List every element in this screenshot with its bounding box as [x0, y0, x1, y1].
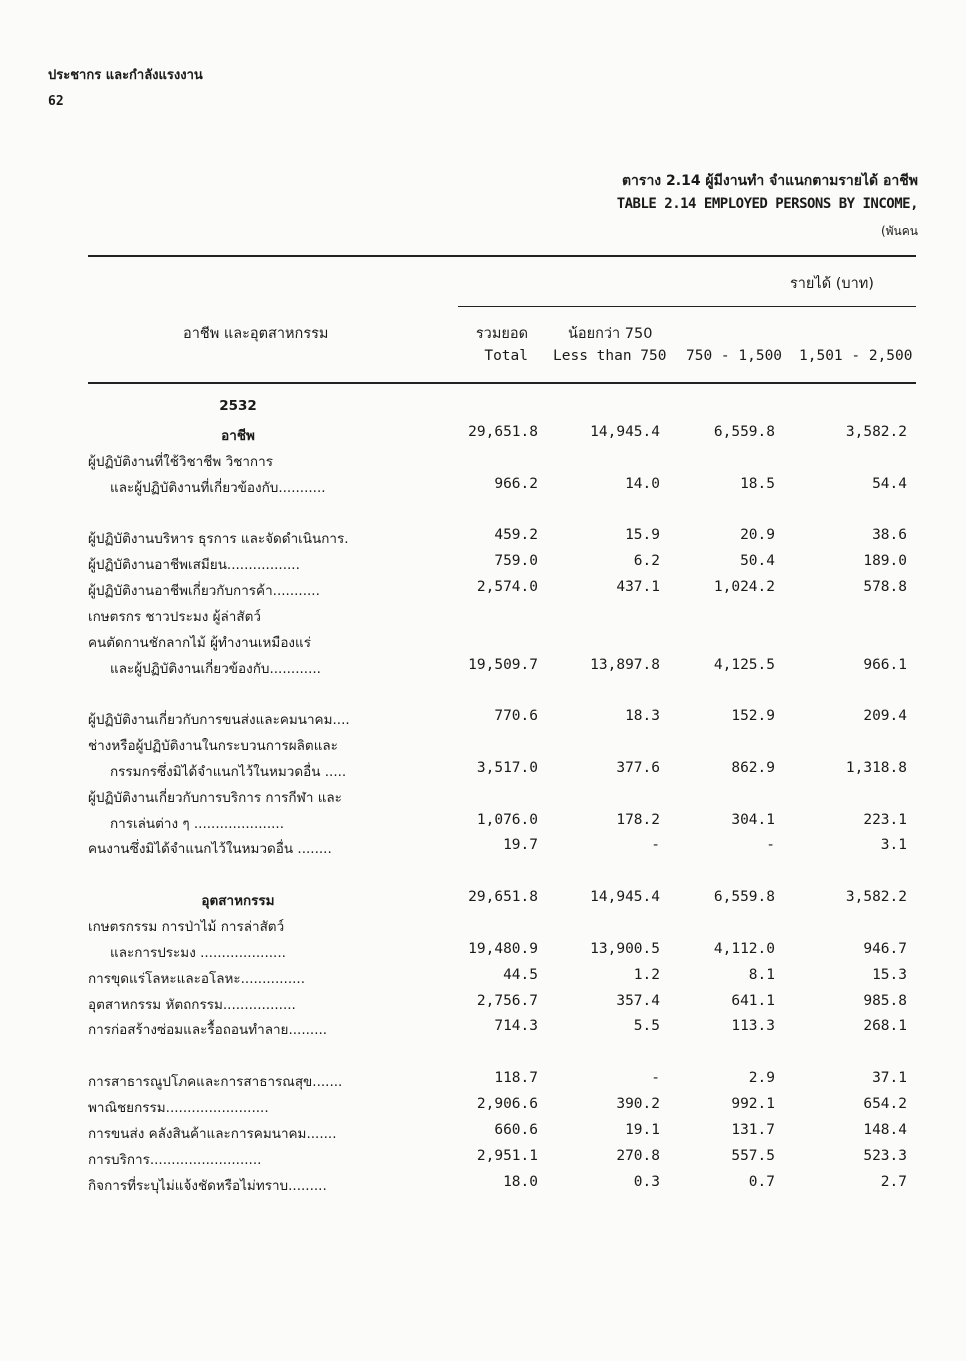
- cell-total: 1,076.0: [476, 811, 538, 828]
- cell-750-1500: 1,024.2: [713, 578, 775, 595]
- cell-total: 18.0: [503, 1173, 538, 1190]
- row-label: และการประมง ....................: [110, 944, 286, 961]
- row-label: กิจการที่ระบุไม่แจ้งชัดหรือไม่ทราบ.........: [88, 1177, 327, 1194]
- col-1501-2500-english: 1,501 - 2,500: [799, 348, 913, 364]
- cell-lt750: 18.3: [625, 708, 660, 725]
- income-header: รายได้ (บาท): [790, 276, 874, 292]
- cell-lt750: 377.6: [616, 759, 660, 776]
- row-label: เกษตรกร ชาวประมง ผู้ล่าสัตว์: [88, 608, 261, 625]
- row-label: ผู้ปฏิบัติงานบริหาร ธุรการ และจัดดำเนินการ.: [88, 531, 349, 548]
- cell-lt750: 6.2: [633, 553, 660, 570]
- table-row: [0, 863, 966, 889]
- cell-750-1500: 131.7: [731, 1121, 775, 1138]
- table-row: [0, 450, 966, 476]
- row-label: ผู้ปฏิบัติงานอาชีพเสมียน.................: [88, 557, 300, 574]
- cell-lt750: 5.5: [633, 1018, 660, 1035]
- table-row: [0, 1122, 966, 1148]
- row-label: พาณิชยกรรม........................: [88, 1099, 269, 1116]
- table-row: [0, 1070, 966, 1096]
- cell-total: 118.7: [494, 1070, 538, 1087]
- cell-750-1500: 641.1: [731, 992, 775, 1009]
- cell-total: 759.0: [494, 553, 538, 570]
- table-row: [0, 398, 966, 424]
- cell-1501-2500: 3,582.2: [845, 423, 907, 440]
- col-total-thai: รวมยอด: [475, 326, 528, 342]
- cell-lt750: -: [651, 837, 660, 854]
- row-label: การเล่นต่าง ๆ .....................: [110, 815, 285, 832]
- cell-total: 29,651.8: [468, 889, 538, 906]
- table-row: [0, 708, 966, 734]
- row-label: ผู้ปฏิบัติงานเกี่ยวกับการบริการ การกีฬา และ: [88, 789, 342, 806]
- row-label: อาชีพ: [221, 427, 255, 444]
- cell-750-1500: 152.9: [731, 708, 775, 725]
- cell-1501-2500: 966.1: [863, 656, 907, 673]
- cell-total: 19.7: [503, 837, 538, 854]
- row-label: การก่อสร้างซ่อมและรื้อถอนทำลาย.........: [88, 1022, 328, 1039]
- cell-total: 29,651.8: [468, 423, 538, 440]
- cell-750-1500: 2.9: [748, 1070, 775, 1087]
- table-top-rule: [88, 255, 916, 257]
- cell-1501-2500: 2.7: [880, 1173, 907, 1190]
- cell-1501-2500: 3,582.2: [845, 889, 907, 906]
- cell-1501-2500: 523.3: [863, 1147, 907, 1164]
- table-row: [0, 734, 966, 760]
- table-caption-thai: ตาราง 2.14 ผู้มีงานทำ จำแนกตามรายได้ อาชีพ: [621, 173, 918, 189]
- cell-total: 2,756.7: [476, 992, 538, 1009]
- cell-lt750: 178.2: [616, 811, 660, 828]
- row-label: ช่างหรือผู้ปฏิบัติงานในกระบวนการผลิตและ: [88, 738, 338, 755]
- cell-total: 44.5: [503, 966, 538, 983]
- cell-750-1500: 4,125.5: [713, 656, 775, 673]
- stub-header: อาชีพ และอุตสาหกรรม: [183, 326, 329, 342]
- cell-total: 770.6: [494, 708, 538, 725]
- table-row: [0, 501, 966, 527]
- col-750-1500-english: 750 - 1,500: [686, 348, 783, 364]
- cell-lt750: 15.9: [625, 527, 660, 544]
- cell-750-1500: 6,559.8: [713, 889, 775, 906]
- table-row: [0, 527, 966, 553]
- cell-1501-2500: 223.1: [863, 811, 907, 828]
- cell-total: 19,509.7: [468, 656, 538, 673]
- table-row: [0, 915, 966, 941]
- cell-1501-2500: 209.4: [863, 708, 907, 725]
- row-label: อุตสาหกรรม: [201, 893, 275, 910]
- row-label: การขนส่ง คลังสินค้าและการคมนาคม.......: [88, 1125, 337, 1142]
- table-row: [0, 1174, 966, 1200]
- row-label: การบริการ..........................: [88, 1151, 262, 1168]
- row-label: ผู้ปฏิบัติงานที่ใช้วิชาชีพ วิชาการ: [88, 453, 273, 470]
- cell-750-1500: 18.5: [740, 475, 775, 492]
- table-row: [0, 553, 966, 579]
- table-row: [0, 760, 966, 786]
- table-row: [0, 1148, 966, 1174]
- table-unit: (พันคน: [880, 224, 918, 238]
- table-row: [0, 889, 966, 915]
- cell-lt750: 357.4: [616, 992, 660, 1009]
- cell-total: 3,517.0: [476, 759, 538, 776]
- cell-total: 2,951.1: [476, 1147, 538, 1164]
- cell-lt750: 14,945.4: [590, 423, 660, 440]
- cell-1501-2500: 1,318.8: [845, 759, 907, 776]
- cell-lt750: 437.1: [616, 578, 660, 595]
- table-row: [0, 657, 966, 683]
- cell-lt750: 1.2: [633, 966, 660, 983]
- cell-lt750: -: [651, 1070, 660, 1087]
- row-label: คนงานซึ่งมิได้จำแนกไว้ในหมวดอื่น ........: [88, 841, 332, 858]
- cell-total: 19,480.9: [468, 940, 538, 957]
- table-row: [0, 812, 966, 838]
- table-row: [0, 993, 966, 1019]
- row-label: คนตัดกานชักลากไม้ ผู้ทำงานเหมืองแร่: [88, 634, 311, 651]
- cell-lt750: 14,945.4: [590, 889, 660, 906]
- table-row: [0, 1096, 966, 1122]
- table-row: [0, 941, 966, 967]
- table-header-rule: [88, 382, 916, 384]
- cell-1501-2500: 578.8: [863, 578, 907, 595]
- cell-total: 966.2: [494, 475, 538, 492]
- table-row: [0, 967, 966, 993]
- cell-1501-2500: 38.6: [872, 527, 907, 544]
- cell-total: 714.3: [494, 1018, 538, 1035]
- table-row: [0, 631, 966, 657]
- cell-750-1500: 304.1: [731, 811, 775, 828]
- row-label: การขุดแร่โลหะและอโลหะ...............: [88, 970, 306, 987]
- cell-lt750: 14.0: [625, 475, 660, 492]
- table-caption-english: TABLE 2.14 EMPLOYED PERSONS BY INCOME,: [616, 196, 918, 212]
- cell-750-1500: 8.1: [748, 966, 775, 983]
- cell-1501-2500: 54.4: [872, 475, 907, 492]
- cell-total: 2,906.6: [476, 1095, 538, 1112]
- cell-total: 2,574.0: [476, 578, 538, 595]
- cell-750-1500: 862.9: [731, 759, 775, 776]
- row-label: และผู้ปฏิบัติงานเกี่ยวข้องกับ............: [110, 660, 321, 677]
- cell-750-1500: 6,559.8: [713, 423, 775, 440]
- table-row: [0, 786, 966, 812]
- cell-750-1500: 20.9: [740, 527, 775, 544]
- cell-1501-2500: 3.1: [880, 837, 907, 854]
- cell-lt750: 19.1: [625, 1121, 660, 1138]
- table-row: [0, 682, 966, 708]
- cell-lt750: 270.8: [616, 1147, 660, 1164]
- cell-1501-2500: 268.1: [863, 1018, 907, 1035]
- cell-lt750: 390.2: [616, 1095, 660, 1112]
- cell-750-1500: 992.1: [731, 1095, 775, 1112]
- cell-750-1500: 0.7: [748, 1173, 775, 1190]
- table-row: [0, 424, 966, 450]
- running-title: ประชากร และกำลังแรงงาน: [48, 68, 203, 83]
- cell-1501-2500: 985.8: [863, 992, 907, 1009]
- cell-1501-2500: 37.1: [872, 1070, 907, 1087]
- row-label: เกษตรกรรม การป่าไม้ การล่าสัตว์: [88, 919, 285, 935]
- row-label: กรรมกรซึ่งมิได้จำแนกไว้ในหมวดอื่น .....: [110, 763, 347, 780]
- col-lt750-english: Less than 750: [553, 348, 667, 364]
- cell-lt750: 13,900.5: [590, 940, 660, 957]
- row-label: ผู้ปฏิบัติงานเกี่ยวกับการขนส่งและคมนาคม....: [88, 712, 350, 729]
- table-row: [0, 1018, 966, 1044]
- row-label: 2532: [219, 398, 257, 414]
- cell-lt750: 0.3: [633, 1173, 660, 1190]
- col-total-english: Total: [484, 348, 528, 364]
- cell-1501-2500: 654.2: [863, 1095, 907, 1112]
- row-label: การสาธารณูปโภคและการสาธารณสุข.......: [88, 1074, 343, 1091]
- row-label: อุตสาหกรรม หัตถกรรม.................: [88, 996, 296, 1013]
- cell-750-1500: -: [766, 837, 775, 854]
- table-row: [0, 1044, 966, 1070]
- col-lt750-thai: น้อยกว่า 750: [568, 326, 653, 342]
- cell-750-1500: 557.5: [731, 1147, 775, 1164]
- cell-750-1500: 50.4: [740, 553, 775, 570]
- table-row: [0, 837, 966, 863]
- income-header-rule: [458, 306, 916, 307]
- table-row: [0, 579, 966, 605]
- table-row: [0, 605, 966, 631]
- cell-1501-2500: 148.4: [863, 1121, 907, 1138]
- row-label: ผู้ปฏิบัติงานอาชีพเกี่ยวกับการค้า...........: [88, 582, 320, 599]
- cell-750-1500: 4,112.0: [713, 940, 775, 957]
- cell-total: 660.6: [494, 1121, 538, 1138]
- page-number: 62: [48, 94, 64, 109]
- table-row: [0, 476, 966, 502]
- cell-1501-2500: 946.7: [863, 940, 907, 957]
- cell-750-1500: 113.3: [731, 1018, 775, 1035]
- row-label: และผู้ปฏิบัติงานที่เกี่ยวข้องกับ...........: [110, 479, 326, 496]
- cell-1501-2500: 189.0: [863, 553, 907, 570]
- cell-total: 459.2: [494, 527, 538, 544]
- cell-1501-2500: 15.3: [872, 966, 907, 983]
- cell-lt750: 13,897.8: [590, 656, 660, 673]
